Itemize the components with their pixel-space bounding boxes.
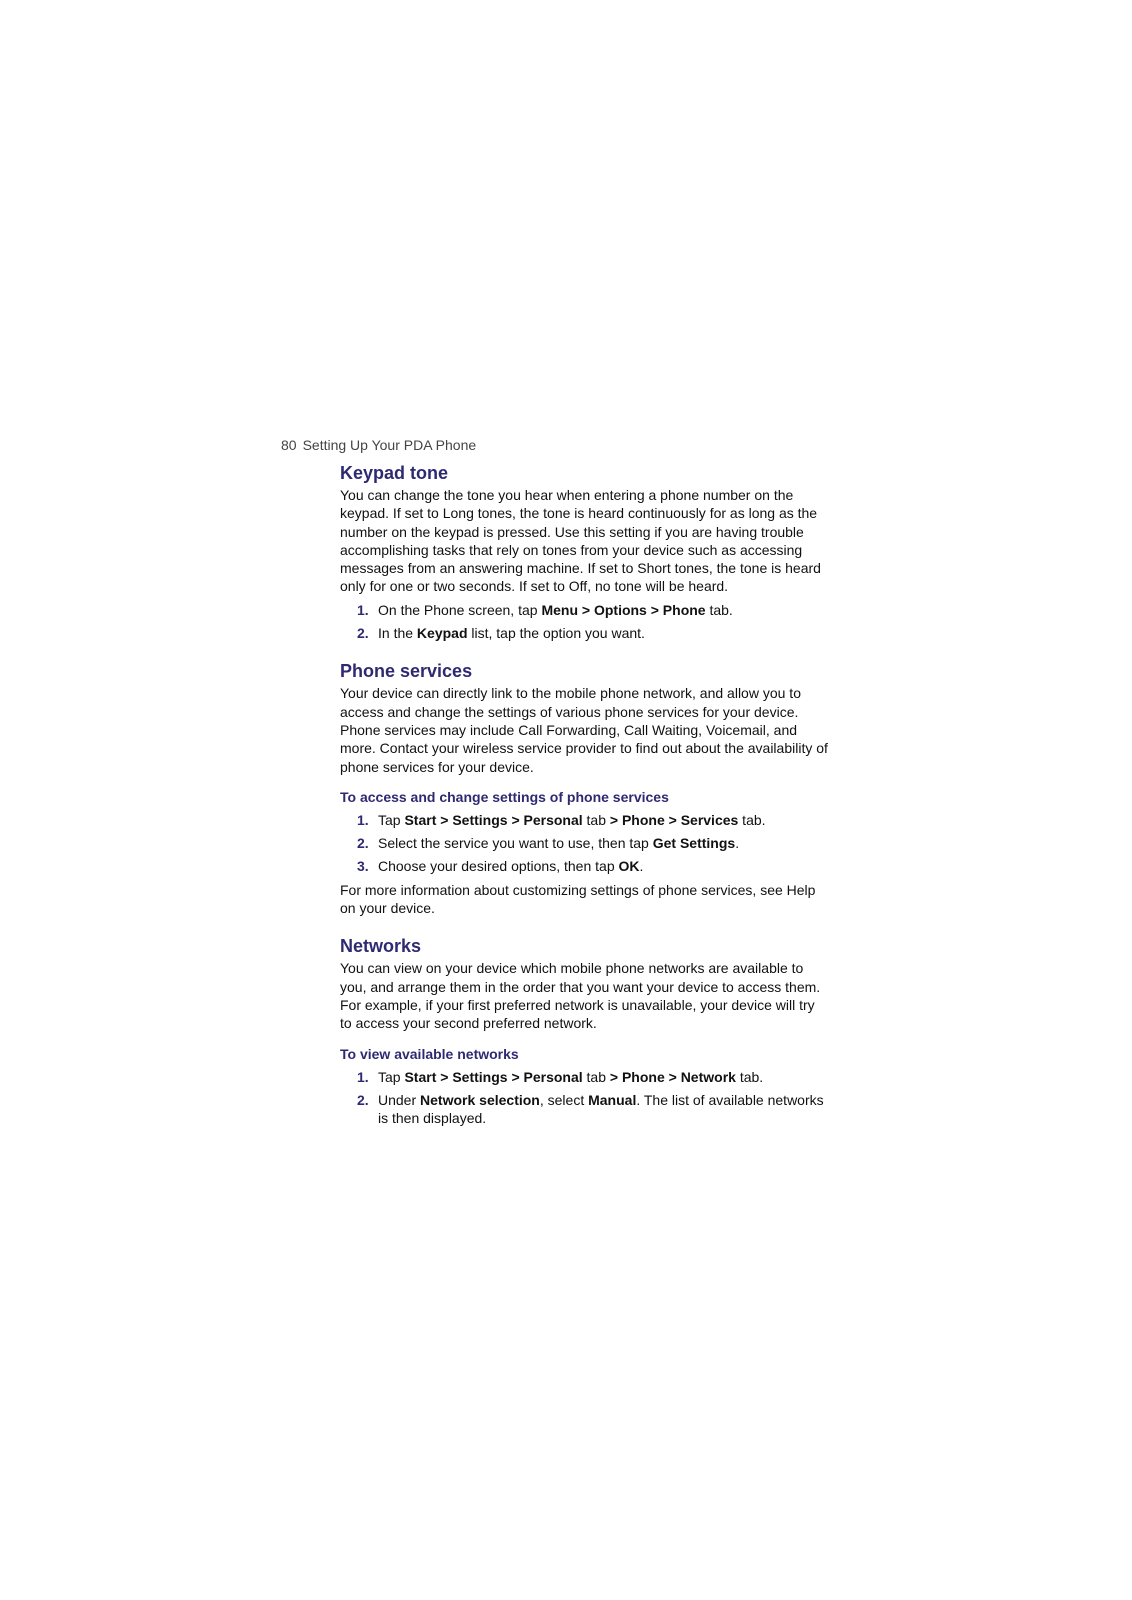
step-text: Choose your desired options, then tap OK. [378,858,644,875]
chapter-title: Setting Up Your PDA Phone [302,437,477,453]
list-item [340,857,830,875]
list-item [340,601,830,619]
steps-list [340,601,830,643]
page-number: 80 [281,437,297,453]
step-text: Select the service you want to use, then tap Get Settings. [378,835,740,852]
section-paragraph: You can view on your device which mobile phone networks are available to you, and arrange them in the order that you want your device to access them. For example, if your first preferred network is unavailable, your device will try to access your second preferred network. [340,960,821,1032]
section-title: Phone services [340,661,473,682]
page-content [340,462,830,1132]
step-number: 3. [357,858,369,875]
section-keypad-tone [340,462,830,642]
section-title: Keypad tone [340,463,449,483]
step-number: 2. [357,835,369,852]
step-text: Tap Start > Settings > Personal tab > Phone > Services tab. [378,811,766,828]
step-text: Tap Start > Settings > Personal tab > Phone > Network tab. [378,1068,764,1085]
list-item [340,624,830,642]
step-text: On the Phone screen, tap Menu > Options > Phone tab. [378,601,733,618]
step-number: 1. [357,601,369,618]
section-title: Networks [340,936,422,957]
step-number: 2. [357,1091,369,1108]
list-item [340,834,830,852]
running-header [281,436,476,454]
list-item [340,1091,830,1128]
section-phone-services [340,660,830,917]
section-paragraph: You can change the tone you hear when entering a phone number on the keypad. If set to Long tones, the tone is heard continuously for as long as the number on the keypad is pressed. Use this setting if you are having trouble accomplishing tasks that rely on tones from your device such as accessing messages from an answering machine. If set to Short tones, the tone is heard only for one or two seconds. If set to Off, no tone will be heard. [340,487,821,595]
steps-list [340,811,830,876]
procedure-heading: To view available networks [340,1045,519,1062]
section-networks [340,935,830,1127]
steps-list [340,1068,830,1128]
step-text: Under Network selection, select Manual. The list of available networks is then displayed. [378,1091,824,1127]
step-text: In the Keypad list, tap the option you want. [378,625,645,642]
step-number: 1. [357,811,369,828]
list-item [340,1068,830,1086]
procedure-heading: To access and change settings of phone services [340,788,669,805]
step-number: 1. [357,1068,369,1085]
step-number: 2. [357,625,369,642]
help-note: For more information about customizing settings of phone services, see Help on your device. [340,881,816,917]
section-paragraph: Your device can directly link to the mobile phone network, and allow you to access and change the settings of various phone services for your device. Phone services may include Call Forwarding, Call Waiting, Voicemail, and more. Contact your wireless service provider to find out about the availability of phone services for your device. [340,685,828,775]
list-item [340,811,830,829]
